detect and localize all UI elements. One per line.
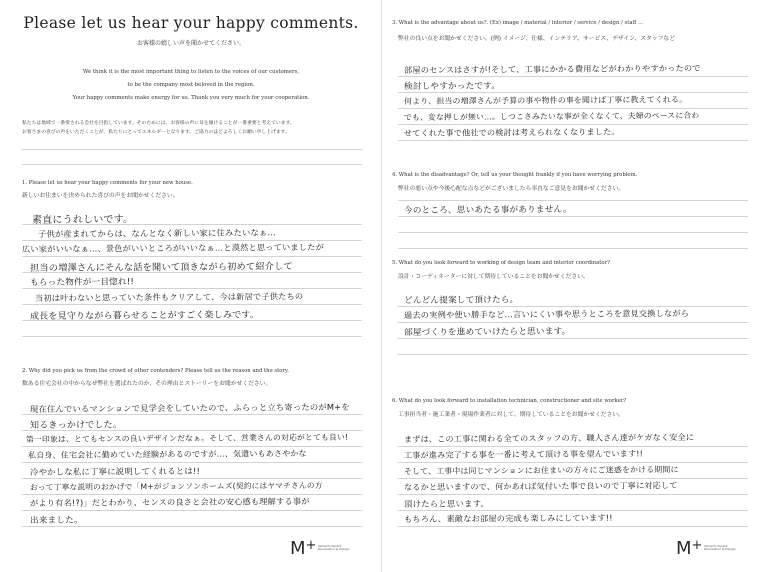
rule bbox=[398, 92, 748, 93]
logo-tagline-1: Yamachi Ascent bbox=[704, 544, 728, 548]
logo-tagline-1: Yamachi Ascent bbox=[318, 544, 342, 548]
answer-6-line-2: 工事が進み完了する事を一番に考えて頂ける事を望んでいます!! bbox=[403, 448, 644, 460]
answer-1-line-6: 当初は叶わないと思っていた条件もクリアして、今は新居で子供たちの bbox=[34, 291, 304, 303]
rule bbox=[398, 338, 748, 339]
logo-m: M bbox=[290, 538, 306, 559]
rule bbox=[398, 462, 748, 463]
answer-6-line-6: もちろん、素敵なお部屋の完成も楽しみにしています!! bbox=[403, 512, 613, 524]
answer-5-line-2: 過去の実例や使い勝手など…言いにくい事や思うところを意見交換しながら bbox=[403, 308, 690, 320]
answer-1-line-1: 素直にうれしいです。 bbox=[31, 214, 134, 226]
rule bbox=[398, 306, 748, 307]
question-3-en: 3. What is the advantage about us?. (Ex) image / material / interior / service / design / staff ... bbox=[392, 20, 644, 26]
intro-line-3: Your happy comments make energy for us. Thank you very much for your cooperation. bbox=[72, 95, 310, 101]
logo-tagline-2: Renovation & Design bbox=[704, 547, 736, 552]
logo-tagline bbox=[318, 545, 350, 552]
right-page bbox=[382, 0, 764, 572]
logo-plus: + bbox=[691, 538, 703, 553]
answer-1-line-5: もらった物件が一目惚れ!! bbox=[29, 277, 135, 288]
answer-2-line-3: 第一印象は、とてもセンスの良いデザインだなぁ。そして、営業さんの対応がとても良い! bbox=[25, 432, 349, 444]
answer-1-line-3: 広い家がいいなぁ…、景色がいいところがいいなぁ…と漠然と思っていましたが bbox=[21, 241, 324, 254]
rule bbox=[22, 304, 362, 305]
question-4-en: 4. What is the disadvantage? Or, tell us your thought frankly if you have worrying problem. bbox=[392, 172, 638, 178]
question-5-en: 5. What do you look forward to working of design team and interior coordinator? bbox=[392, 260, 610, 266]
answer-4-line-1: 今のところ、思いあたる事がありません。 bbox=[403, 204, 572, 216]
answer-3-line-4: でも、変な押しが無い…。しつこさみたいな事が全くなくて、夫婦のペースに合わ bbox=[403, 110, 700, 122]
intro-line-2: to be the company most beloved in the region. bbox=[127, 82, 255, 88]
logo-plus: + bbox=[305, 538, 317, 553]
answer-2-line-1: 現在住んでいるマンションで見学会をしていたので、ふらっと立ち寄ったのがM+を bbox=[29, 401, 350, 414]
rule bbox=[398, 216, 748, 217]
rule bbox=[22, 462, 362, 463]
rule bbox=[398, 510, 748, 511]
question-2-en: 2. Why did you pick us from the crowd of other contenders? Please tell us the reason and the story. bbox=[22, 368, 289, 374]
rule bbox=[398, 526, 748, 527]
answer-6-line-1: まずは、この工事に関わる全てのスタッフの方、職人さん達がケガなく安全に bbox=[403, 431, 695, 444]
answer-5-line-1: どんどん提案して頂けたら。 bbox=[403, 295, 519, 306]
question-6-jp: 工事担当者・施工業者・現場作業者に対して、期待していることをお聞かせください。 bbox=[398, 412, 624, 418]
question-1-en: 1. Please let us hear your happy comments for your new house. bbox=[22, 180, 193, 186]
rule bbox=[398, 248, 748, 249]
question-4-jp: 弊社の悪い点や今後心配な点などがございましたら率直なご意見をお聞かせください。 bbox=[398, 186, 625, 192]
answer-5-line-3: 部屋づくりを進めていけたらと思います。 bbox=[403, 326, 571, 338]
rule bbox=[398, 140, 748, 141]
rule bbox=[398, 76, 748, 77]
rule bbox=[398, 200, 748, 201]
rule bbox=[22, 288, 362, 289]
answer-2-line-8: 出来ました。 bbox=[29, 515, 83, 526]
answer-1-line-4: 担当の増澤さんにそんな話を聞いて頂きながら初めて紹介して bbox=[29, 261, 293, 274]
rule bbox=[398, 354, 748, 355]
answer-1-line-2: 子供が産まれてからは、なんとなく新しい家に住みたいなぁ… bbox=[37, 227, 276, 239]
answer-3-line-5: せてくれた事で他社での検討は考えられなくなりました。 bbox=[403, 126, 620, 138]
answer-3-line-2: 検討しやすかったです。 bbox=[403, 81, 501, 92]
logo-mark bbox=[676, 538, 702, 559]
answer-6-line-3: そして、工事中は同じマンションにお住まいの方々にご迷惑をかける期間に bbox=[403, 465, 679, 476]
answer-6-line-5: 頂けたらと思います。 bbox=[403, 498, 490, 509]
page-subtitle: お客様の嬉しい声を聞かせてください。 bbox=[136, 40, 245, 47]
rule bbox=[22, 149, 362, 150]
rule bbox=[398, 232, 748, 233]
rule bbox=[398, 478, 748, 479]
answer-3-line-1: 部屋のセンスはさすが!そして、工事にかかる費用などがわかりやすかったので bbox=[403, 62, 701, 75]
rule bbox=[22, 240, 362, 241]
rule bbox=[398, 446, 748, 447]
rule bbox=[398, 322, 748, 323]
answer-2-line-2: 知るきっかけでした。 bbox=[29, 420, 123, 431]
intro-line-1: We think it is the most important thing to listen to the voices of our customers, bbox=[82, 69, 300, 75]
question-3-jp: 弊社の良い点をお聞かせください。(例) イメージ、仕様、インテリア、サービス、デザイン、スタッフなど bbox=[398, 36, 676, 42]
answer-3-line-3: 何より、担当の増澤さんが予算の事や物件の事を聞けば丁寧に教えてくれる。 bbox=[403, 95, 688, 106]
answer-6-line-4: なるかと思いますので、何かあれば気付いた事で良いので丁寧に対応して bbox=[403, 480, 678, 492]
answer-2-line-6: おって丁寧な説明のおかげで「M+がジョンソンホームズ(契約にはヤマチさんの方 bbox=[29, 480, 323, 492]
rule bbox=[22, 164, 362, 165]
page-title: Please let us hear your happy comments. bbox=[23, 14, 359, 32]
logo-m: M bbox=[676, 538, 692, 559]
answer-2-line-5: 冷やかしな私に丁寧に説明してくれるとは!! bbox=[29, 465, 201, 477]
intro-jp-2: お客さまの喜びの声をいただくことが、私たちにとってエネルギーとなります。ご協力のほどよろしくお願い申し上げます。 bbox=[22, 130, 290, 135]
rule bbox=[22, 478, 362, 479]
question-2-jp: 数ある住宅会社の中からなぜ弊社を選ばれたのか、その理由とストーリーをお聞かせください。 bbox=[22, 381, 272, 387]
rule bbox=[22, 446, 362, 447]
rule bbox=[398, 494, 748, 495]
logo-mark bbox=[290, 538, 316, 559]
question-6-en: 6. What do you look forward to installation technician, constructioner and site worker? bbox=[392, 398, 627, 404]
rule bbox=[22, 494, 362, 495]
rule bbox=[22, 336, 362, 337]
rule bbox=[398, 124, 748, 125]
answer-2-line-7: がより有名!?)」だとわかり、センスの良さと会社の安心感も理解する事が bbox=[29, 496, 310, 508]
intro-jp-1: 私たちは地域で一番愛される会社を目指しています。そのためには、お客様の声に耳を傾けることが一番重要と考えています。 bbox=[22, 121, 295, 126]
question-5-jp: 設計・コーディネーターに対して期待していることをお聞かせください。 bbox=[398, 274, 589, 280]
rule bbox=[22, 256, 362, 257]
question-1-jp: 新しいお住まいを決められた喜びの声をお聞かせください。 bbox=[22, 193, 179, 199]
logo-tagline bbox=[704, 545, 736, 552]
rule bbox=[398, 108, 748, 109]
answer-1-line-7: 成長を見守りながら暮らせることがすごく楽しみです。 bbox=[29, 310, 260, 322]
logo-tagline-2: Renovation & Design bbox=[318, 547, 350, 552]
rule bbox=[22, 526, 362, 527]
answer-2-line-4: 私自身、住宅会社に勤めていた経験があるのですが…、気遣いもあさやかな bbox=[27, 449, 307, 460]
rule bbox=[22, 510, 362, 511]
